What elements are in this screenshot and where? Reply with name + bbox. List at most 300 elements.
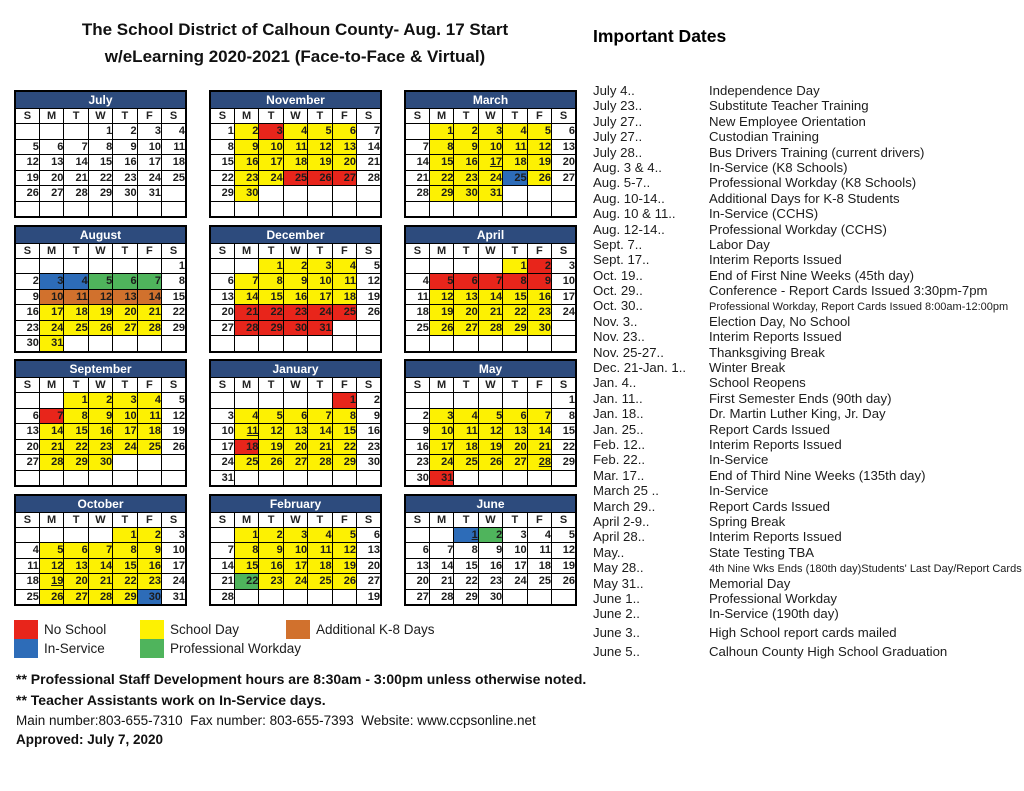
calendar-day: 12: [332, 543, 356, 559]
calendar-day: 6: [405, 543, 429, 559]
calendar-day: 21: [234, 305, 258, 321]
event-label: Spring Break: [709, 513, 786, 529]
day-of-week-header: T: [259, 512, 283, 527]
day-of-week-header: T: [259, 109, 283, 124]
empty-cell: [405, 393, 429, 409]
empty-cell: [210, 393, 234, 409]
calendar-day: 24: [39, 320, 63, 336]
calendar-day: 17: [552, 289, 576, 305]
calendar-day: 17: [137, 155, 161, 171]
day-of-week-header: T: [308, 512, 332, 527]
empty-cell: [64, 336, 88, 352]
calendar-day: 19: [308, 155, 332, 171]
calendar-day: 11: [527, 543, 551, 559]
calendar-day: 24: [308, 305, 332, 321]
calendar-day: 13: [405, 558, 429, 574]
day-of-week-header: S: [210, 243, 234, 258]
calendar-day: 6: [15, 408, 39, 424]
date-label: June 2..: [593, 606, 640, 622]
empty-cell: [137, 470, 161, 486]
calendar-day: 8: [429, 139, 453, 155]
calendar-day: 7: [478, 274, 502, 290]
day-of-week-header: F: [332, 378, 356, 393]
calendar-day: 6: [210, 274, 234, 290]
empty-cell: [429, 201, 453, 217]
important-dates-section: [593, 26, 1021, 663]
empty-cell: [332, 186, 356, 202]
calendar-day: 30: [478, 589, 502, 605]
calendar-day: 8: [234, 543, 258, 559]
calendar-day: 12: [552, 543, 576, 559]
calendar-day: 4: [503, 124, 527, 140]
event-label: New Employee Orientation: [709, 113, 866, 129]
calendar-day: 7: [405, 139, 429, 155]
calendar-day: 7: [429, 543, 453, 559]
date-label: Nov. 23..: [593, 329, 645, 345]
calendar-day: 24: [162, 574, 186, 590]
legend-item: [140, 620, 286, 639]
empty-cell: [15, 393, 39, 409]
day-of-week-header: F: [332, 512, 356, 527]
calendar-day: 14: [429, 558, 453, 574]
calendar-day: 15: [113, 558, 137, 574]
calendar-day: 2: [259, 527, 283, 543]
calendar-day: 14: [39, 424, 63, 440]
calendar-day: 1: [454, 527, 478, 543]
day-of-week-header: T: [454, 512, 478, 527]
calendar-day: 23: [527, 305, 551, 321]
calendar-day: 22: [64, 439, 88, 455]
important-date-row: [593, 591, 1021, 606]
empty-cell: [234, 470, 258, 486]
calendar-day: 16: [137, 558, 161, 574]
calendar-day: 29: [64, 455, 88, 471]
calendar-day: 30: [405, 470, 429, 486]
day-of-week-header: T: [454, 378, 478, 393]
calendar-day: 18: [137, 424, 161, 440]
legend-swatch-icon: [14, 639, 38, 658]
day-of-week-header: T: [64, 512, 88, 527]
calendar-day: 24: [113, 439, 137, 455]
event-label: Election Day, No School: [709, 313, 851, 329]
empty-cell: [454, 201, 478, 217]
important-date-row: [593, 529, 1021, 544]
calendar-day: 8: [552, 408, 576, 424]
calendar-day: 11: [283, 139, 307, 155]
empty-cell: [503, 201, 527, 217]
calendar-day: 16: [234, 155, 258, 171]
calendar-day: 21: [210, 574, 234, 590]
empty-cell: [88, 201, 112, 217]
calendar-day: 13: [15, 424, 39, 440]
date-label: Aug. 12-14..: [593, 221, 665, 237]
calendar-day: 30: [357, 455, 381, 471]
calendar-day: 18: [15, 574, 39, 590]
calendar-day: 1: [210, 124, 234, 140]
calendar-day: 31: [429, 470, 453, 486]
day-of-week-header: M: [429, 512, 453, 527]
month-january: [209, 359, 382, 487]
event-label: Report Cards Issued: [709, 421, 830, 437]
calendar-day: 5: [308, 124, 332, 140]
month-title: August: [15, 226, 186, 244]
legend-item: [140, 639, 302, 658]
calendar-day: 20: [283, 439, 307, 455]
calendar-day: 21: [308, 439, 332, 455]
event-label: In-Service: [709, 483, 769, 499]
day-of-week-header: S: [357, 512, 381, 527]
day-of-week-header: T: [64, 243, 88, 258]
calendar-day: 14: [88, 558, 112, 574]
calendar-day: 6: [332, 124, 356, 140]
calendar-day: 23: [357, 439, 381, 455]
calendar-day: 16: [88, 424, 112, 440]
calendar-day: 20: [357, 558, 381, 574]
important-date-row: [593, 175, 1021, 190]
calendar-day: 13: [454, 289, 478, 305]
calendar-day: 5: [357, 258, 381, 274]
month-title: November: [210, 91, 381, 109]
calendar-day: 19: [259, 439, 283, 455]
date-label: July 27..: [593, 113, 643, 129]
calendar-day: 5: [552, 527, 576, 543]
empty-cell: [259, 336, 283, 352]
date-label: July 27..: [593, 129, 643, 145]
calendar-day: 6: [39, 139, 63, 155]
empty-cell: [429, 336, 453, 352]
date-label: Jan. 18..: [593, 406, 644, 422]
date-label: June 3..: [593, 625, 640, 641]
calendar-day: 17: [113, 424, 137, 440]
calendar-day: 27: [283, 455, 307, 471]
important-date-row: [593, 375, 1021, 390]
calendar-day: 11: [64, 289, 88, 305]
month-october: [14, 494, 187, 607]
calendar-day: 22: [210, 170, 234, 186]
calendar-day: 19: [357, 289, 381, 305]
calendar-day: 9: [454, 139, 478, 155]
event-label: Professional Workday, Report Cards Issued 8:00am-12:00pm: [709, 301, 1009, 314]
empty-cell: [113, 258, 137, 274]
legend-label: School Day: [170, 622, 240, 637]
calendar-day: 20: [64, 574, 88, 590]
empty-cell: [478, 336, 502, 352]
date-label: Sept. 7..: [593, 236, 643, 252]
empty-cell: [308, 336, 332, 352]
important-date-row: [593, 160, 1021, 175]
calendar-day: 12: [357, 274, 381, 290]
calendar-day: 31: [210, 470, 234, 486]
calendar-day: 4: [15, 543, 39, 559]
calendar-day: 3: [210, 408, 234, 424]
event-label: Independence Day: [709, 83, 820, 98]
empty-cell: [308, 470, 332, 486]
calendar-day: 11: [405, 289, 429, 305]
day-of-week-header: T: [113, 512, 137, 527]
calendar-day: 23: [283, 305, 307, 321]
calendar-day: 3: [137, 124, 161, 140]
calendar-day: 2: [405, 408, 429, 424]
day-of-week-header: S: [15, 243, 39, 258]
calendar-day: 5: [478, 408, 502, 424]
calendar-day: 2: [283, 258, 307, 274]
calendar-day: 10: [478, 139, 502, 155]
calendar-day: 12: [88, 289, 112, 305]
empty-cell: [39, 201, 63, 217]
day-of-week-header: W: [283, 109, 307, 124]
calendar-day: 10: [552, 274, 576, 290]
empty-cell: [527, 470, 551, 486]
calendar-day: 22: [234, 574, 258, 590]
empty-cell: [308, 201, 332, 217]
month-april: [404, 225, 577, 353]
calendar-day: 29: [429, 186, 453, 202]
important-date-row: [593, 468, 1021, 483]
calendar-day: 28: [527, 455, 551, 471]
calendar-day: 18: [405, 305, 429, 321]
important-date-row: [593, 206, 1021, 221]
calendar-day: 22: [259, 305, 283, 321]
day-of-week-header: T: [503, 109, 527, 124]
day-of-week-header: T: [454, 243, 478, 258]
calendar-day: 29: [113, 589, 137, 605]
empty-cell: [64, 470, 88, 486]
day-of-week-header: M: [39, 378, 63, 393]
calendar-day: 13: [64, 558, 88, 574]
calendar-day: 14: [137, 289, 161, 305]
empty-cell: [15, 527, 39, 543]
calendar-day: 27: [64, 589, 88, 605]
empty-cell: [15, 201, 39, 217]
important-date-row: [593, 422, 1021, 437]
empty-cell: [137, 455, 161, 471]
empty-cell: [113, 336, 137, 352]
calendar-day: 2: [357, 393, 381, 409]
day-of-week-header: W: [88, 109, 112, 124]
month-title: March: [405, 91, 576, 109]
calendar-day: 25: [15, 589, 39, 605]
calendar-day: 18: [308, 558, 332, 574]
calendar-day: 26: [308, 170, 332, 186]
calendar-day: 29: [454, 589, 478, 605]
calendar-day: 10: [308, 274, 332, 290]
calendar-day: 14: [357, 139, 381, 155]
calendar-day: 13: [552, 139, 576, 155]
month-july: [14, 90, 187, 218]
calendar-day: 16: [405, 439, 429, 455]
calendar-day: 16: [527, 289, 551, 305]
calendar-day: 3: [478, 124, 502, 140]
event-label: Conference - Report Cards Issued 3:30pm-7pm: [709, 283, 988, 299]
calendar-day: 8: [259, 274, 283, 290]
calendar-day: 25: [234, 455, 258, 471]
empty-cell: [64, 124, 88, 140]
empty-cell: [552, 201, 576, 217]
calendar-day: 21: [405, 170, 429, 186]
calendar-day: 28: [64, 186, 88, 202]
calendar-day: 23: [405, 455, 429, 471]
event-label: End of First Nine Weeks (45th day): [709, 267, 914, 283]
empty-cell: [64, 201, 88, 217]
calendar-day: 29: [88, 186, 112, 202]
calendar-day: 7: [308, 408, 332, 424]
calendar-day: 1: [503, 258, 527, 274]
calendar-day: 18: [283, 155, 307, 171]
important-date-row: [593, 345, 1021, 360]
important-dates-list: [593, 83, 1021, 663]
calendar-day: 20: [39, 170, 63, 186]
calendar-day: 17: [308, 289, 332, 305]
calendar-day: 8: [162, 274, 186, 290]
calendar-day: 6: [552, 124, 576, 140]
calendar-day: 23: [454, 170, 478, 186]
empty-cell: [332, 336, 356, 352]
date-label: Oct. 29..: [593, 283, 643, 299]
calendar-day: 18: [234, 439, 258, 455]
day-of-week-header: S: [357, 378, 381, 393]
calendar-day: 21: [478, 305, 502, 321]
day-of-week-header: T: [259, 243, 283, 258]
empty-cell: [454, 336, 478, 352]
day-of-week-header: F: [527, 243, 551, 258]
date-label: March 29..: [593, 498, 656, 514]
calendar-day: 19: [15, 170, 39, 186]
calendar-day: 25: [162, 170, 186, 186]
empty-cell: [210, 258, 234, 274]
calendar-day: 9: [137, 543, 161, 559]
event-label: Professional Workday (CCHS): [709, 221, 887, 237]
empty-cell: [332, 201, 356, 217]
empty-cell: [137, 201, 161, 217]
calendar-day: 11: [454, 424, 478, 440]
calendar-day: 3: [113, 393, 137, 409]
day-of-week-header: W: [478, 243, 502, 258]
empty-cell: [503, 336, 527, 352]
calendar-day: 24: [503, 574, 527, 590]
empty-cell: [552, 470, 576, 486]
calendar-day: 5: [429, 274, 453, 290]
empty-cell: [234, 336, 258, 352]
empty-cell: [88, 258, 112, 274]
calendar-day: 28: [405, 186, 429, 202]
month-title: October: [15, 495, 186, 513]
calendar-day: 12: [478, 424, 502, 440]
calendar-day: 23: [259, 574, 283, 590]
empty-cell: [39, 124, 63, 140]
important-date-row: [593, 499, 1021, 514]
empty-cell: [283, 201, 307, 217]
calendar-day: 7: [527, 408, 551, 424]
day-of-week-header: W: [478, 512, 502, 527]
day-of-week-header: F: [137, 512, 161, 527]
calendar-day: 30: [113, 186, 137, 202]
calendar-day: 25: [137, 439, 161, 455]
calendar-day: 19: [429, 305, 453, 321]
calendar-day: 25: [405, 320, 429, 336]
day-of-week-header: W: [283, 243, 307, 258]
empty-cell: [259, 589, 283, 605]
calendar-day: 8: [64, 408, 88, 424]
calendar-day: 20: [503, 439, 527, 455]
calendar-day: 19: [88, 305, 112, 321]
calendar-day: 15: [503, 289, 527, 305]
calendar-day: 31: [137, 186, 161, 202]
calendar-day: 13: [210, 289, 234, 305]
empty-cell: [429, 258, 453, 274]
important-date-row: [593, 298, 1021, 313]
day-of-week-header: S: [405, 109, 429, 124]
calendar-day: 3: [503, 527, 527, 543]
empty-cell: [454, 393, 478, 409]
calendar-day: 18: [64, 305, 88, 321]
calendar-day: 16: [454, 155, 478, 171]
calendar-day: 3: [162, 527, 186, 543]
calendar-day: 21: [527, 439, 551, 455]
important-date-row: [593, 114, 1021, 129]
calendar-day: 30: [15, 336, 39, 352]
calendar-day: 27: [503, 455, 527, 471]
calendar-day: 8: [210, 139, 234, 155]
calendar-day: 15: [64, 424, 88, 440]
empty-cell: [503, 470, 527, 486]
date-label: Aug. 5-7..: [593, 175, 651, 191]
calendar-day: 18: [162, 155, 186, 171]
calendar-day: 13: [332, 139, 356, 155]
calendar-day: 30: [527, 320, 551, 336]
legend-swatch-icon: [140, 639, 164, 658]
title-line-1: The School District of Calhoun County- Aug. 17 Start: [81, 20, 509, 39]
empty-cell: [454, 470, 478, 486]
legend-item: [286, 620, 435, 639]
empty-cell: [405, 527, 429, 543]
calendar-day: 22: [552, 439, 576, 455]
calendar-day: 20: [113, 305, 137, 321]
calendar-day: 12: [308, 139, 332, 155]
empty-cell: [15, 470, 39, 486]
event-label: First Semester Ends (90th day): [709, 390, 892, 406]
important-date-row: [593, 606, 1021, 625]
calendar-day: 1: [113, 527, 137, 543]
calendar-day: 4: [137, 393, 161, 409]
month-title: September: [15, 360, 186, 378]
day-of-week-header: M: [39, 512, 63, 527]
important-date-row: [593, 625, 1021, 644]
day-of-week-header: T: [454, 109, 478, 124]
calendar-day: 26: [15, 186, 39, 202]
calendar-day: 31: [478, 186, 502, 202]
calendar-day: 16: [357, 424, 381, 440]
calendar-day: 4: [527, 527, 551, 543]
event-label: Thanksgiving Break: [709, 344, 825, 360]
calendar-day: 2: [15, 274, 39, 290]
calendar-day: 28: [39, 455, 63, 471]
calendar-day: 12: [39, 558, 63, 574]
calendar-day: 26: [39, 589, 63, 605]
important-date-row: [593, 437, 1021, 452]
calendar-day: 5: [259, 408, 283, 424]
calendar-day: 12: [259, 424, 283, 440]
calendar-day: 5: [162, 393, 186, 409]
calendar-day: 17: [283, 558, 307, 574]
footer-notes: [16, 671, 586, 747]
day-of-week-header: S: [552, 243, 576, 258]
day-of-week-header: F: [137, 243, 161, 258]
month-february: [209, 494, 382, 607]
day-of-week-header: S: [210, 109, 234, 124]
calendar-day: 10: [113, 408, 137, 424]
calendar-day: 1: [552, 393, 576, 409]
calendar-day: 2: [88, 393, 112, 409]
